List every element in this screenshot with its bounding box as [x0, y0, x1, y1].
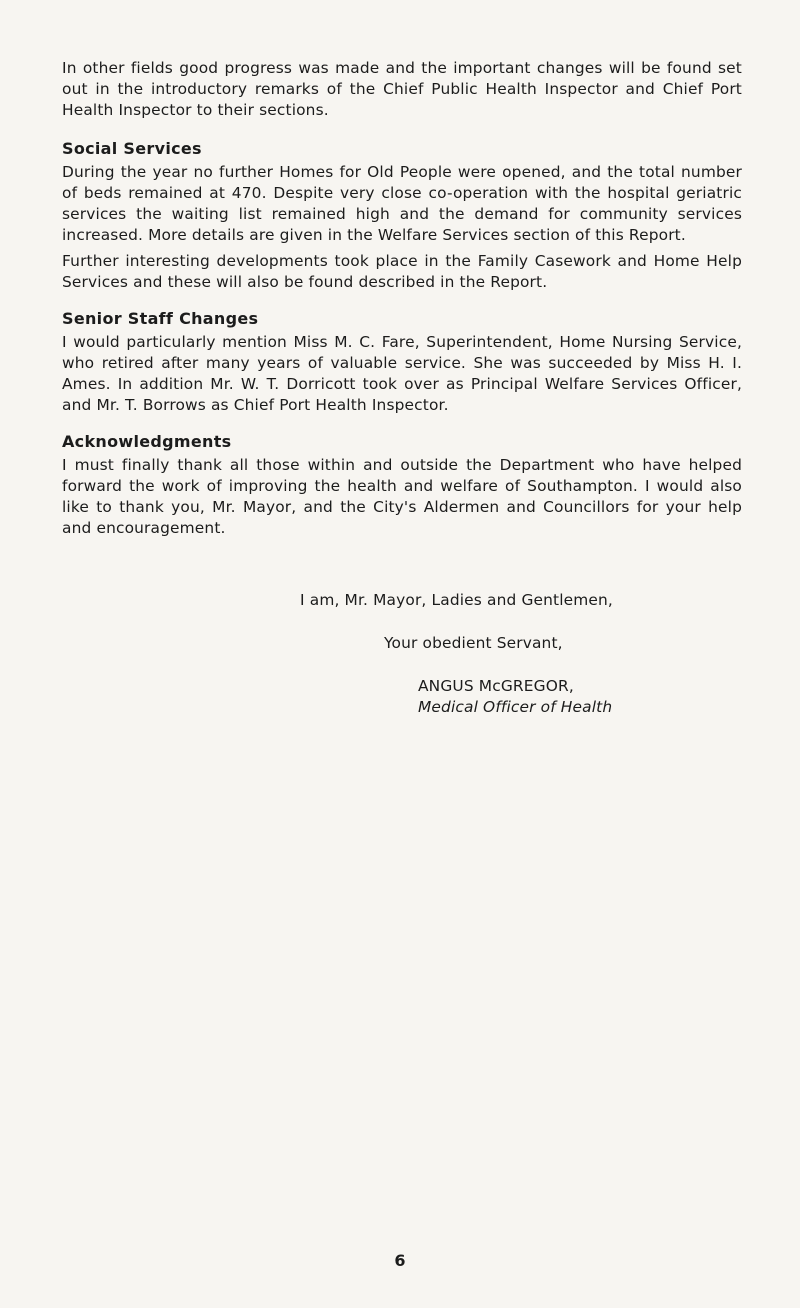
section-social-services [62, 138, 742, 293]
document-body [62, 58, 742, 554]
section-heading: Acknowledgments [62, 432, 232, 451]
section-senior-staff-changes [62, 308, 742, 416]
closing-sign-off: Your obedient Servant, [384, 634, 563, 652]
page-number: 6 [394, 1251, 406, 1270]
section-acknowledgments [62, 431, 742, 539]
section-paragraph: During the year no further Homes for Old People were opened, and the total number of beds remained at 470. Despite very close co-operation with the hospital geriatric services the waiting list remained high and the demand for community services increased. More details are given in the Welfare Services section of this Report. [62, 163, 742, 244]
intro-paragraph: In other fields good progress was made and the important changes will be found set out in the introductory remarks of the Chief Public Health Inspector and Chief Port Health Inspector to their sections. [62, 59, 742, 119]
section-paragraph: I would particularly mention Miss M. C. Fare, Superintendent, Home Nursing Service, who retired after many years of valuable service. She was succeeded by Miss H. I. Ames. In addition Mr. W. T. Dorricott took over as Principal Welfare Services Officer, and Mr. T. Borrows as Chief Port Health Inspector. [62, 333, 742, 414]
section-paragraph: I must finally thank all those within and outside the Department who have helped forward the work of improving the health and welfare of Southampton. I would also like to thank you, Mr. Mayor, and the City's Aldermen and Councillors for your help and encouragement. [62, 456, 742, 537]
signatory-title: Medical Officer of Health [418, 698, 613, 716]
section-heading: Senior Staff Changes [62, 309, 259, 328]
closing-salutation: I am, Mr. Mayor, Ladies and Gentlemen, [300, 591, 613, 609]
section-heading: Social Services [62, 139, 202, 158]
signatory-name: ANGUS McGREGOR, [418, 677, 574, 695]
section-paragraph: Further interesting developments took place in the Family Casework and Home Help Services and these will also be found described in the Report. [62, 252, 742, 291]
